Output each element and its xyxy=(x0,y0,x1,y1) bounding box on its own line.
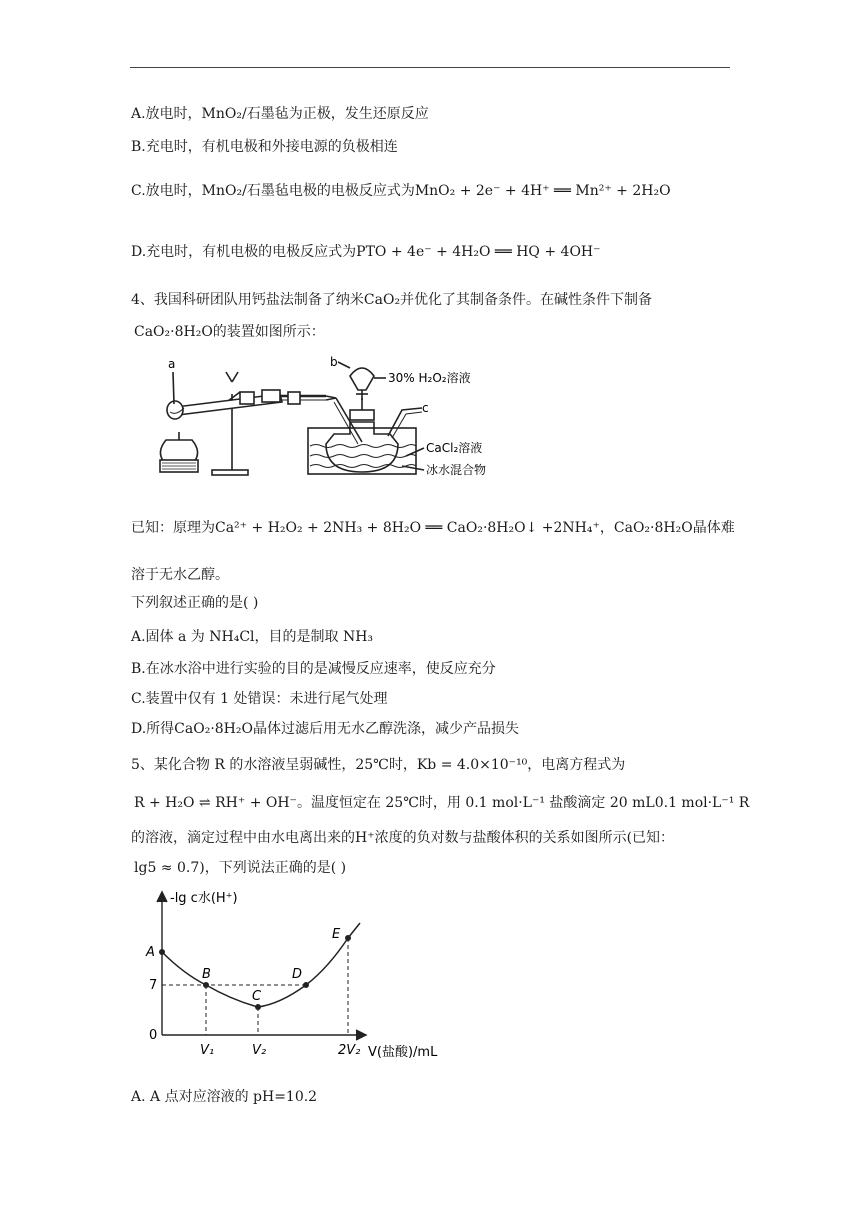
q4-question: 下列叙述正确的是( ) xyxy=(131,595,259,611)
point-c xyxy=(255,1004,261,1010)
label-icewater: 冰水混合物 xyxy=(426,463,487,477)
q4-stem-line2: CaO₂·8H₂O的装置如图所示： xyxy=(134,324,325,340)
stand-base xyxy=(212,470,248,475)
q5-option-a: A. A 点对应溶液的 pH=10.2 xyxy=(131,1089,318,1105)
q4-option-a: A.固体 a 为 NH₄Cl，目的是制取 NH₃ xyxy=(131,629,374,645)
q4-option-d: D.所得CaO₂·8H₂O晶体过滤后用无水乙醇洗涤，减少产品损失 xyxy=(131,721,519,737)
tick-2v2: 2V₂ xyxy=(338,1043,361,1058)
q3-option-a: A.放电时，MnO₂/石墨毡为正极，发生还原反应 xyxy=(131,106,429,122)
tick-v1: V₁ xyxy=(200,1043,215,1058)
label-cacl2: CaCl₂溶液 xyxy=(426,441,483,455)
point-e xyxy=(345,935,351,941)
tick-v2: V₂ xyxy=(252,1043,267,1058)
q3-option-b: B.充电时，有机电极和外接电源的负极相连 xyxy=(131,139,398,155)
q4-known-line1: 已知：原理为Ca²⁺ + H₂O₂ + 2NH₃ + 8H₂O ══ CaO₂·8H₂O↓ +2NH₄⁺，CaO₂·8H₂O晶体难 xyxy=(131,520,735,536)
q3-option-c: C.放电时，MnO₂/石墨毡电极的电极反应式为MnO₂ + 2e⁻ + 4H⁺ ══ Mn²⁺ + 2H₂O xyxy=(131,183,671,199)
point-b xyxy=(203,982,209,988)
titration-graph xyxy=(140,888,450,1060)
y-axis-label: -lg c水(H⁺) xyxy=(170,891,238,906)
header-rule xyxy=(130,67,730,68)
q4-stem-line1: 4、我国科研团队用钙盐法制备了纳米CaO₂并优化了其制备条件。在碱性条件下制备 xyxy=(131,292,653,308)
q5-stem-line3: 的溶液，滴定过程中由水电离出来的H⁺浓度的负对数与盐酸体积的关系如图所示(已知： xyxy=(131,830,675,846)
label-a: a xyxy=(168,357,176,371)
point-d xyxy=(303,982,309,988)
apparatus-figure xyxy=(140,352,520,480)
q4-known-line2: 溶于无水乙醇。 xyxy=(131,567,229,583)
dropping-funnel xyxy=(350,368,374,390)
tick-7: 7 xyxy=(149,978,158,993)
tick-0: 0 xyxy=(149,1028,158,1043)
label-point-e: E xyxy=(332,927,341,942)
label-point-d: D xyxy=(292,967,303,982)
x-axis-arrow xyxy=(356,1030,366,1040)
label-point-c: C xyxy=(252,989,262,1004)
label-point-a: A xyxy=(146,945,155,960)
q5-stem-line4: lg5 ≈ 0.7)，下列说法正确的是( ) xyxy=(134,860,347,876)
label-c: c xyxy=(422,401,429,415)
point-a xyxy=(159,949,165,955)
q5-stem-line2: R + H₂O ⇌ RH⁺ + OH⁻。温度恒定在 25℃时，用 0.1 mol·L⁻¹ 盐酸滴定 20 mL0.1 mol·L⁻¹ R xyxy=(134,795,750,811)
q3-option-d: D.充电时，有机电极的电极反应式为PTO + 4e⁻ + 4H₂O ══ HQ + 4OH⁻ xyxy=(131,244,601,260)
alcohol-lamp xyxy=(160,440,197,462)
label-h2o2: 30% H₂O₂溶液 xyxy=(388,371,471,385)
q4-option-b: B.在冰水浴中进行实验的目的是减慢反应速率，使反应充分 xyxy=(131,661,496,677)
y-axis-arrow xyxy=(157,892,167,902)
q4-option-c: C.装置中仅有 1 处错误：未进行尾气处理 xyxy=(131,691,388,707)
q5-stem-line1: 5、某化合物 R 的水溶液呈弱碱性，25℃时，Kb = 4.0×10⁻¹⁰，电离方程式为 xyxy=(131,757,626,773)
x-axis-label: V(盐酸)/mL xyxy=(368,1045,438,1060)
label-point-b: B xyxy=(202,967,211,982)
label-b: b xyxy=(330,355,338,369)
